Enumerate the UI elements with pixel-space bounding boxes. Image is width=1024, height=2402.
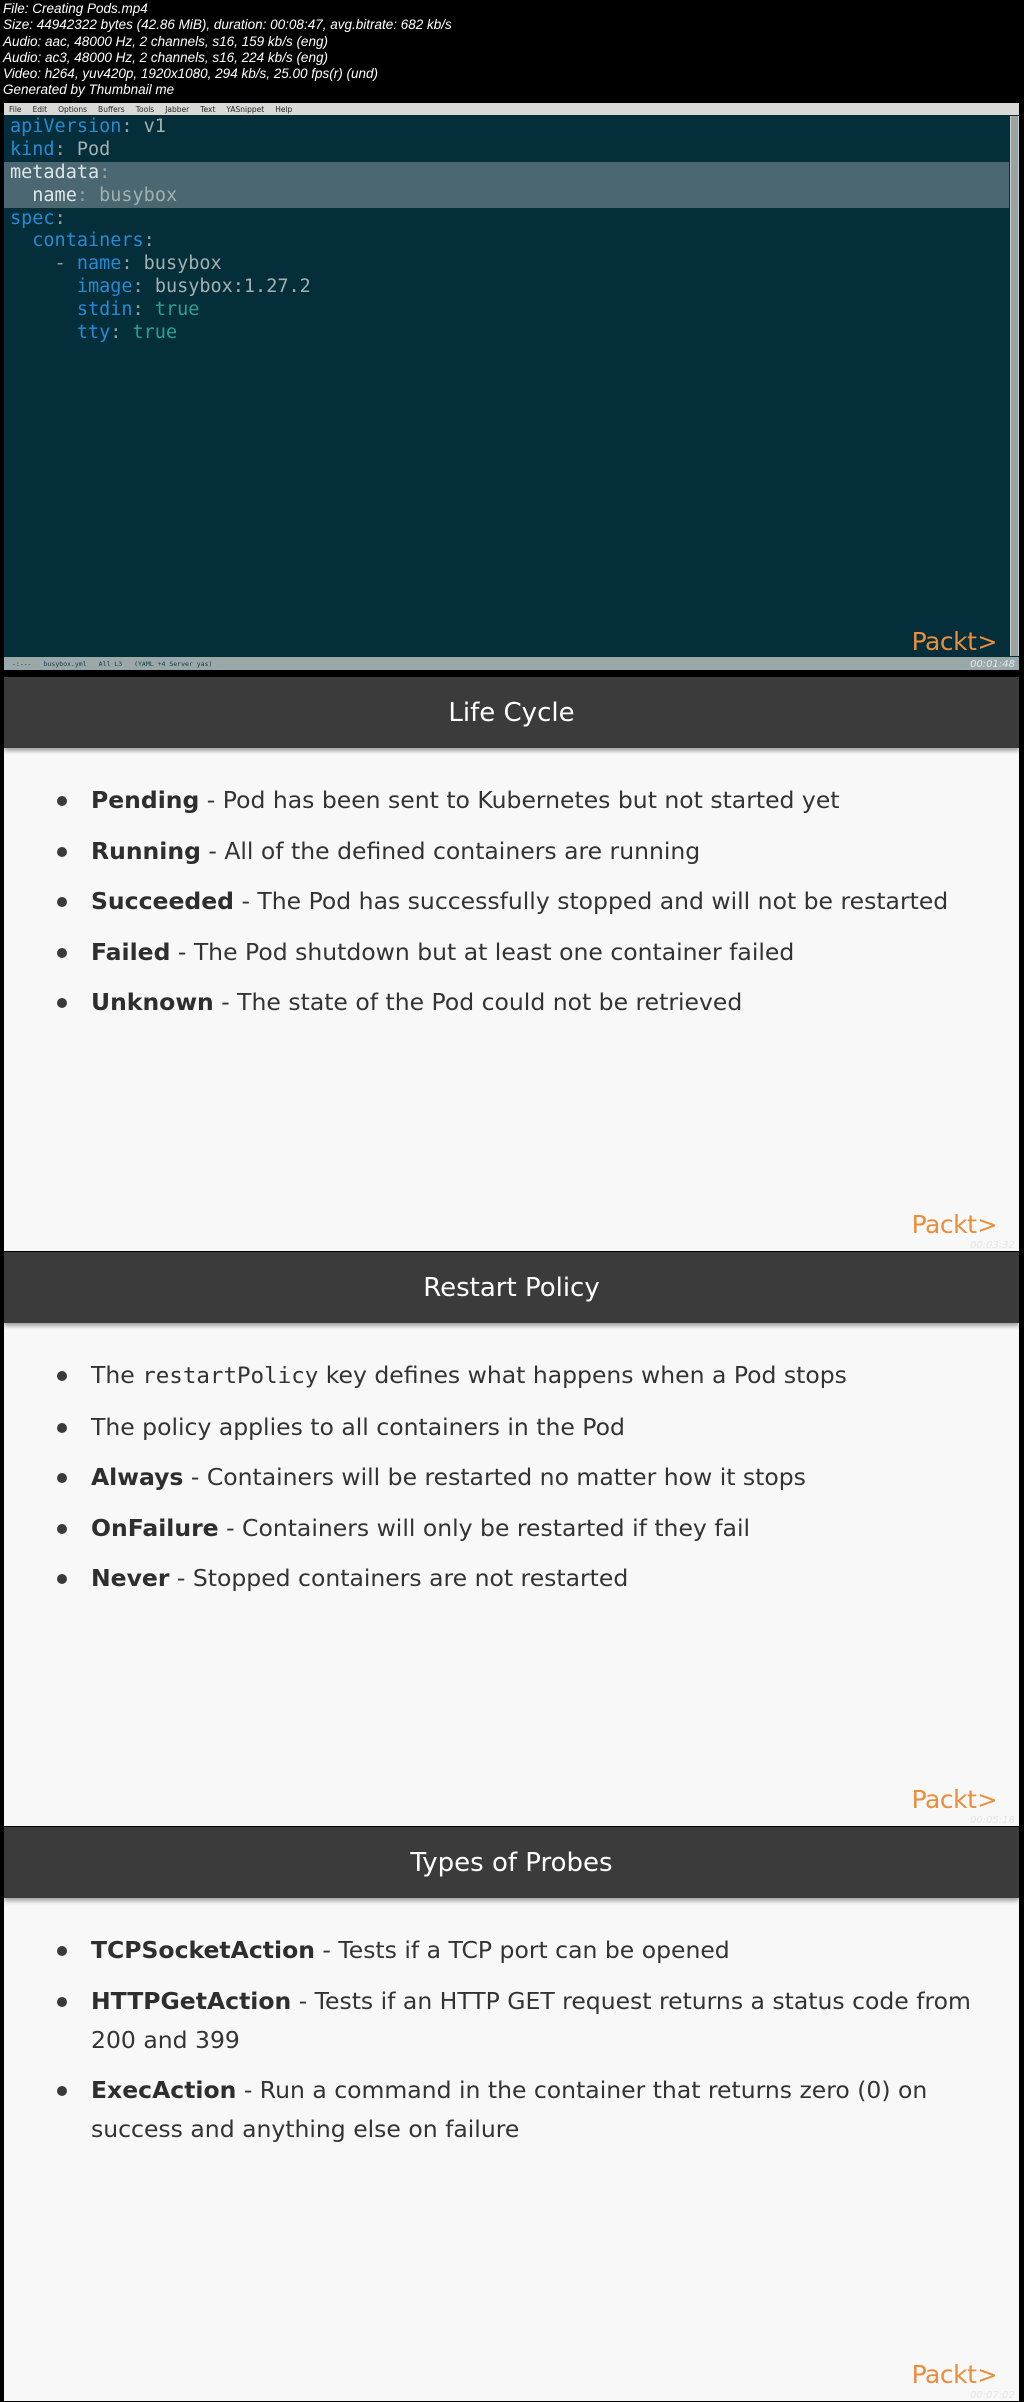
timestamp: 00:03:32 — [970, 1240, 1015, 1251]
bullet-list — [30, 1931, 999, 2161]
yaml-key: spec — [10, 207, 55, 229]
slide-types-of-probes — [4, 1827, 1019, 2401]
code-indent — [10, 322, 77, 343]
modeline-modes: (YAML +4 Server yas) — [134, 659, 213, 668]
menu-item-help[interactable]: Help — [275, 104, 293, 114]
menu-item-buffers[interactable]: Buffers — [98, 104, 125, 114]
bullet-list — [30, 1356, 999, 1610]
file-info-line: Size: 44942322 bytes (42.86 MiB), duration: 00:08:47, avg.bitrate: 682 kb/s — [3, 17, 452, 33]
bullet-term: Failed — [91, 937, 171, 966]
bullet-item — [30, 1559, 999, 1598]
bullet-item — [30, 832, 999, 871]
yaml-separator: : — [132, 276, 155, 298]
file-info-line: File: Creating Pods.mp4 — [3, 1, 148, 16]
bullet-text: - Tests if an HTTP GET request returns a status code from 200 and 399 — [91, 1986, 971, 2054]
mode-line — [4, 657, 1019, 670]
yaml-key: name — [32, 184, 77, 206]
menu-item-jabber[interactable]: Jabber — [165, 104, 190, 114]
code-line — [4, 139, 1009, 162]
code-line — [4, 230, 1009, 253]
bullet-icon — [57, 897, 67, 907]
bullet-item — [30, 1509, 999, 1548]
slide-restart-policy — [4, 1252, 1019, 1826]
yaml-key: tty — [76, 322, 111, 344]
packt-logo: Packt> — [911, 1210, 997, 1239]
bullet-icon — [57, 1473, 67, 1483]
code-indent — [10, 230, 32, 251]
bullet-icon — [57, 1574, 67, 1584]
bullet-icon — [57, 1371, 67, 1381]
yaml-key: image — [76, 276, 133, 298]
bullet-term: Unknown — [91, 988, 214, 1016]
bullet-text: The policy applies to all containers in the Pod — [91, 1412, 625, 1441]
bullet-term: ExecAction — [91, 2076, 237, 2104]
modeline-status: -:--- — [12, 659, 32, 668]
packt-logo: Packt> — [911, 1785, 997, 1814]
slide-title: Types of Probes — [4, 1827, 1019, 1898]
packt-logo: Packt> — [911, 627, 997, 656]
yaml-separator: : — [76, 184, 100, 206]
bullet-icon — [57, 998, 67, 1008]
bullet-term: Always — [91, 1463, 184, 1491]
slide-title: Life Cycle — [4, 677, 1019, 748]
yaml-key: containers — [32, 230, 144, 252]
code-buffer[interactable] — [4, 116, 1009, 345]
code-indent — [10, 185, 32, 206]
yaml-key: kind — [10, 138, 55, 160]
code-line — [4, 116, 1009, 139]
bullet-text: key defines what happens when a Pod stops — [318, 1361, 847, 1389]
bullet-icon — [57, 1946, 67, 1956]
yaml-separator: : — [99, 161, 111, 183]
file-info — [3, 1, 1003, 99]
bullet-term: HTTPGetAction — [91, 1986, 292, 2015]
bullet-text: - Pod has been sent to Kubernetes but not started yet — [199, 786, 840, 814]
code-indent — [10, 299, 77, 320]
yaml-value: true — [154, 299, 200, 321]
bullet-text: - Tests if a TCP port can be opened — [314, 1936, 730, 1964]
bullet-item — [30, 1356, 999, 1396]
yaml-value: true — [132, 322, 178, 344]
yaml-separator: : — [143, 230, 155, 252]
bullet-icon — [57, 1524, 67, 1534]
yaml-separator: : — [110, 322, 133, 344]
bullet-item — [30, 1982, 999, 2060]
bullet-text: - Stopped containers are not restarted — [169, 1564, 629, 1592]
menu-item-options[interactable]: Options — [58, 104, 88, 114]
bullet-item — [30, 1458, 999, 1497]
bullet-text: - The state of the Pod could not be retrieved — [213, 988, 743, 1016]
yaml-separator: : — [121, 116, 144, 137]
bullet-term: Pending — [91, 786, 200, 814]
modeline-position: All L3 — [98, 659, 123, 668]
timestamp: 00:05:18 — [970, 1815, 1015, 1826]
bullet-item — [30, 1931, 999, 1970]
bullet-icon — [57, 948, 67, 958]
bullet-term: TCPSocketAction — [91, 1936, 315, 1964]
yaml-separator: : — [54, 207, 66, 229]
editor-frame — [4, 103, 1019, 670]
bullet-text: - All of the defined containers are running — [200, 836, 701, 865]
scrollbar-thumb[interactable] — [1011, 116, 1018, 656]
yaml-key: metadata — [10, 161, 100, 183]
menu-item-text[interactable]: Text — [200, 104, 216, 114]
yaml-value: busybox:1.27.2 — [154, 276, 311, 298]
code-line — [4, 162, 1009, 185]
bullet-icon — [57, 1423, 67, 1433]
bullet-text: - The Pod has successfully stopped and will not be restarted — [233, 887, 949, 915]
yaml-key: stdin — [76, 299, 133, 321]
timestamp: 00:07:02 — [970, 2390, 1015, 2401]
bullet-icon — [57, 2086, 67, 2096]
yaml-value: v1 — [143, 116, 166, 137]
bullet-item — [30, 781, 999, 820]
bullet-code: restartPolicy — [142, 1363, 319, 1389]
yaml-key: apiVersion — [10, 116, 122, 137]
file-info-line: Audio: aac, 48000 Hz, 2 channels, s16, 159 kb/s (eng) — [3, 33, 328, 49]
yaml-separator: : — [121, 253, 144, 275]
bullet-term: Never — [91, 1564, 170, 1592]
yaml-value: Pod — [76, 138, 111, 160]
slide-life-cycle — [4, 677, 1019, 1251]
yaml-value: busybox — [99, 184, 178, 206]
bullet-term: Running — [91, 836, 201, 865]
code-line — [4, 208, 1009, 231]
file-info-line: Generated by Thumbnail me — [3, 82, 175, 98]
code-line — [4, 253, 1009, 276]
timestamp: 00:01:48 — [970, 659, 1015, 670]
menu-bar — [4, 103, 1019, 115]
modeline-buffer-name: busybox.yml — [43, 659, 87, 668]
yaml-key: name — [76, 253, 122, 275]
bullet-item — [30, 1408, 999, 1447]
packt-logo: Packt> — [911, 2360, 997, 2389]
code-line — [4, 276, 1009, 299]
bullet-item — [30, 933, 999, 972]
file-info-line: Video: h264, yuv420p, 1920x1080, 294 kb/s, 25.00 fps(r) (und) — [3, 66, 379, 82]
code-line — [4, 185, 1009, 208]
bullet-icon — [57, 847, 67, 857]
bullet-text: - Run a command in the container that returns zero (0) on success and anything else on failure — [91, 2076, 928, 2143]
code-line — [4, 299, 1009, 322]
menu-item-tools[interactable]: Tools — [135, 104, 155, 114]
bullet-text: - Containers will only be restarted if they fail — [218, 1513, 751, 1542]
bullet-item — [30, 882, 999, 921]
yaml-value: busybox — [143, 253, 222, 275]
bullet-term: OnFailure — [91, 1513, 219, 1542]
menu-item-file[interactable]: File — [9, 104, 22, 114]
menu-item-yasnippet[interactable]: YASnippet — [226, 104, 265, 114]
code-indent — [10, 276, 77, 297]
bullet-term: Succeeded — [91, 887, 234, 915]
code-indent: - — [10, 253, 77, 275]
bullet-text: - Containers will be restarted no matter how it stops — [183, 1463, 806, 1491]
bullet-item — [30, 983, 999, 1022]
bullet-text: The — [91, 1361, 143, 1389]
bullet-text: - The Pod shutdown but at least one container failed — [170, 937, 795, 966]
bullet-list — [30, 781, 999, 1034]
scrollbar[interactable] — [1010, 116, 1019, 656]
yaml-separator: : — [132, 299, 155, 321]
yaml-separator: : — [54, 138, 77, 160]
file-info-line: Audio: ac3, 48000 Hz, 2 channels, s16, 224 kb/s (eng) — [3, 49, 328, 65]
bullet-item — [30, 2071, 999, 2149]
bullet-icon — [57, 796, 67, 806]
code-line — [4, 322, 1009, 345]
slide-title: Restart Policy — [4, 1252, 1019, 1323]
bullet-icon — [57, 1997, 67, 2007]
menu-item-edit[interactable]: Edit — [32, 104, 48, 114]
